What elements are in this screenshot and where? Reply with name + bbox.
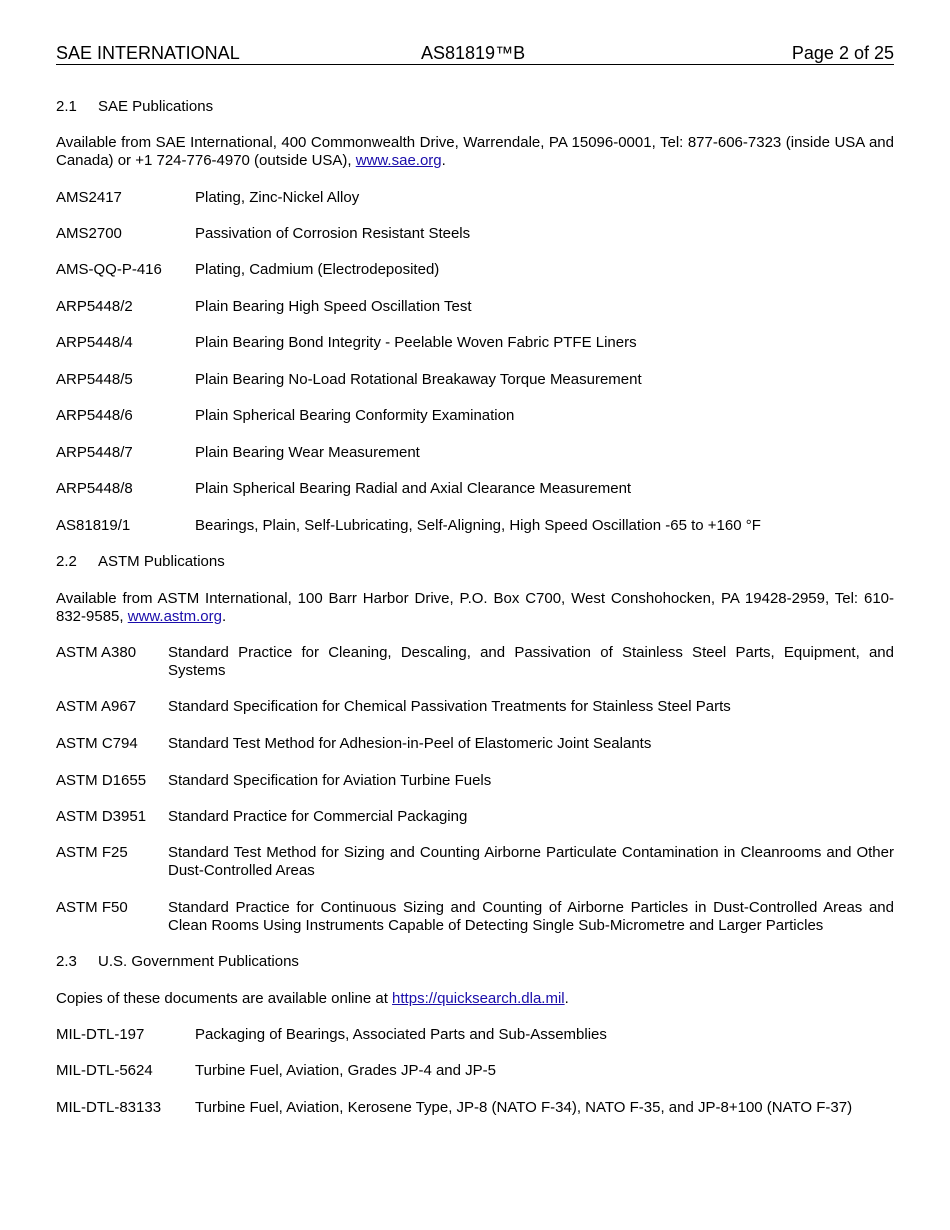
intro-end: . [441, 152, 446, 169]
intro-text: Copies of these documents are available online at [56, 990, 393, 1007]
reference-title: Turbine Fuel, Aviation, Kerosene Type, JP-8 (NATO F-34), NATO F-35, and JP-8+100 (NATO F-37) [195, 1099, 853, 1116]
reference-code: ARP5448/2 [56, 298, 133, 315]
section-intro [56, 590, 894, 626]
reference-code: ARP5448/4 [56, 334, 133, 351]
sae-website-link[interactable]: www.sae.org [355, 152, 442, 169]
reference-title: Plain Bearing Wear Measurement [195, 444, 420, 461]
reference-code: ASTM A380 [56, 644, 137, 661]
reference-title: Plain Bearing High Speed Oscillation Test [195, 298, 472, 315]
intro-text: Available from ASTM International, 100 Barr Harbor Drive, P.O. Box C700, West Conshohocken, PA 19428-2959, Tel: 610-832-9585, [56, 590, 894, 625]
reference-title: Standard Test Method for Adhesion-in-Peel of Elastomeric Joint Sealants [168, 735, 652, 752]
section-number: 2.1 [56, 98, 77, 115]
header-page-number: Page 2 of 25 [791, 43, 894, 63]
reference-title: Plain Bearing Bond Integrity - Peelable Woven Fabric PTFE Liners [195, 334, 637, 351]
reference-title: Bearings, Plain, Self-Lubricating, Self-Aligning, High Speed Oscillation -65 to +160 °F [195, 517, 761, 534]
intro-text: Available from SAE International, 400 Commonwealth Drive, Warrendale, PA 15096-0001, Tel: 877-606-7323 (inside USA and Canada) or +1 724-776-4970 (outside USA), [56, 134, 894, 169]
header-document-number: AS81819™B [421, 43, 526, 63]
intro-end: . [221, 608, 227, 625]
reference-title: Standard Practice for Commercial Packaging [168, 808, 468, 825]
reference-title: Passivation of Corrosion Resistant Steels [195, 225, 471, 242]
reference-code: ARP5448/5 [56, 371, 133, 388]
reference-code: ASTM C794 [56, 735, 138, 752]
reference-title: Plating, Cadmium (Electrodeposited) [195, 261, 440, 278]
reference-code: ARP5448/8 [56, 480, 133, 497]
reference-title: Plain Bearing No-Load Rotational Breakaway Torque Measurement [195, 371, 642, 388]
section-title: SAE Publications [98, 98, 214, 115]
intro-end: . [564, 990, 569, 1007]
reference-code: ASTM A967 [56, 698, 137, 715]
astm-website-link[interactable]: www.astm.org [127, 608, 222, 625]
reference-title: Standard Specification for Chemical Passivation Treatments for Stainless Steel Parts [168, 698, 731, 715]
reference-title: Standard Practice for Continuous Sizing and Counting of Airborne Particles in Dust-Controlled Areas and Clean Rooms Using Instruments Capable of Detecting Single Sub-Micrometre and Larger Particles [168, 899, 894, 934]
reference-title: Plain Spherical Bearing Conformity Examination [195, 407, 515, 424]
reference-title: Standard Practice for Cleaning, Descaling, and Passivation of Stainless Steel Parts, Equipment, and Systems [168, 644, 894, 679]
reference-code: MIL-DTL-197 [56, 1026, 145, 1043]
reference-title: Plating, Zinc-Nickel Alloy [195, 189, 360, 206]
section-intro [56, 134, 894, 170]
reference-title: Standard Specification for Aviation Turbine Fuels [168, 772, 492, 789]
reference-code: AMS-QQ-P-416 [56, 261, 162, 278]
reference-code: ASTM F50 [56, 899, 128, 916]
reference-code: AMS2700 [56, 225, 122, 242]
section-number: 2.2 [56, 553, 77, 570]
reference-title: Packaging of Bearings, Associated Parts and Sub-Assemblies [195, 1026, 607, 1043]
header-organization: SAE INTERNATIONAL [56, 43, 240, 63]
dla-quicksearch-link[interactable]: https://quicksearch.dla.mil [392, 990, 565, 1007]
reference-title: Turbine Fuel, Aviation, Grades JP-4 and JP-5 [195, 1062, 496, 1079]
reference-title: Plain Spherical Bearing Radial and Axial Clearance Measurement [195, 480, 632, 497]
reference-code: ASTM D1655 [56, 772, 147, 789]
section-title: ASTM Publications [98, 553, 225, 570]
section-number: 2.3 [56, 953, 77, 970]
reference-code: MIL-DTL-5624 [56, 1062, 153, 1079]
page-header [56, 43, 894, 65]
section-intro [56, 990, 894, 1008]
reference-code: AS81819/1 [56, 517, 131, 534]
reference-code: ARP5448/6 [56, 407, 133, 424]
reference-code: AMS2417 [56, 189, 122, 206]
reference-code: ASTM D3951 [56, 808, 147, 825]
reference-title: Standard Test Method for Sizing and Counting Airborne Particulate Contamination in Cleanrooms and Other Dust-Controlled Areas [168, 844, 894, 879]
reference-code: ARP5448/7 [56, 444, 133, 461]
section-title: U.S. Government Publications [98, 953, 299, 970]
reference-code: MIL-DTL-83133 [56, 1099, 162, 1116]
reference-code: ASTM F25 [56, 844, 128, 861]
